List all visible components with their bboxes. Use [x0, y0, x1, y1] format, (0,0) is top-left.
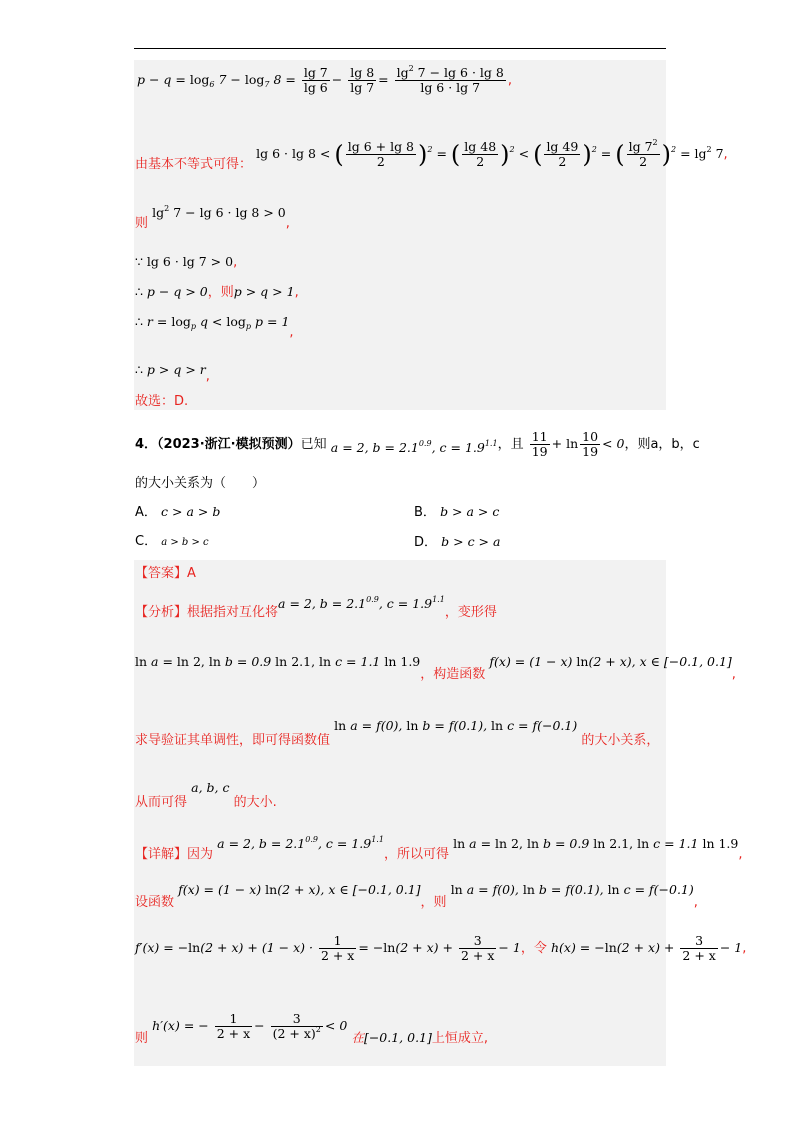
- formula-abc-def: a = 2, $b = 2.1^{0.9}$, $c = 1.9^{1.1}$: [330, 439, 498, 455]
- derivative-tail: 的大小关系，: [581, 733, 660, 748]
- detail-line-3: [135, 934, 746, 963]
- then-label-2: 则: [135, 1031, 149, 1046]
- formula-h-prime: h′(x) = − $\frac{1}{2 + x}$ − $\frac{3}{(2 + x)^2}$ < 0: [152, 1011, 348, 1041]
- option-d[interactable]: [414, 534, 500, 551]
- prev-line-2-tail: ,: [723, 147, 728, 162]
- answer-panel: [134, 560, 666, 1066]
- formula-ln-values-2: ln a = ln 2, ln b = 0.9 ln 2.1, ln c = 1.1 ln 1.9: [453, 836, 739, 851]
- prev-line-4-tail: ,: [233, 255, 238, 270]
- q4-then: ，则: [624, 437, 651, 452]
- option-b-label: B．: [414, 505, 436, 520]
- analysis-line-2: [135, 654, 736, 682]
- formula-am-gm: lg 6 · lg 8 < ( $\frac{\lg 6 + \lg 8}{2}$ )$^2$ = ( $\frac{\lg 48}{2}$ )$^2$ < ( $\frac{\lg 49}{2}$ )$^2$ = ( $\frac{\lg 7^2}{2}$ )$^2 = \lg^2 7$: [256, 138, 724, 169]
- prev-line-6: [135, 314, 294, 340]
- formula-condition: $\frac{11}{19}$ + ln $\frac{10}{19}$ < 0: [531, 429, 625, 459]
- formula-f-values-2: ln a = f(0), ln b = f(0.1), ln c = f(−0.1): [450, 882, 694, 897]
- formula-abc: a, b, c: [191, 780, 230, 795]
- formula-diff-positive: $\lg^2 7 - \lg 6 \cdot \lg 8 > 0$: [152, 204, 286, 220]
- analysis-label: 【分析】根据指对互化将: [135, 605, 279, 620]
- option-d-formula: b > c > a: [441, 534, 501, 549]
- answer-label: 【答案】A: [135, 566, 196, 581]
- set-then: ，则: [420, 895, 447, 910]
- option-a-formula: c > a > b: [161, 504, 221, 519]
- detail-line-1: [135, 835, 743, 862]
- q4-line-2: 的大小关系为（ ）: [135, 476, 266, 491]
- derivative-text: 求导验证其单调性，即可得函数值: [135, 733, 331, 748]
- prev-line-3: [135, 204, 290, 231]
- prev-line-1-tail: ,: [507, 73, 512, 88]
- q4-number: 4．: [135, 437, 158, 452]
- detail-mid: ，所以可得: [383, 847, 449, 862]
- set-function-text: 设函数: [135, 895, 175, 910]
- formula-r-log: ∴ $r = \log_p q < \log_p p = 1$: [135, 314, 290, 331]
- prev-line-3-tail: ,: [285, 216, 290, 231]
- fp-tail: ,: [742, 941, 747, 956]
- option-a[interactable]: [135, 504, 220, 521]
- q4-line-1: [135, 430, 700, 459]
- formula-p-minus-q: $p - q = \log_6 7 - \log_7 8$ = $\frac{\lg 7}{\lg 6}$ − $\frac{\lg 8}{\lg 7}$ = $\frac{\lg^2 7 - \lg 6 \cdot \lg 8}{\lg 6 \cdot \lg 7}$: [137, 64, 504, 95]
- formula-lg-product-positive: ∵ lg 6 · lg 7 > 0: [135, 254, 234, 269]
- detail-line-2: [135, 882, 698, 910]
- prev-line-2: [135, 138, 728, 172]
- detail-label: 【详解】因为: [135, 847, 214, 862]
- formula-p-q-r: ∴ p > q > r: [135, 362, 206, 377]
- formula-p-q-positive: ∴ p − q > 0: [135, 284, 208, 299]
- header-rule: [134, 48, 666, 49]
- option-d-label: D．: [414, 535, 438, 550]
- analysis-line-1: [135, 595, 497, 620]
- prev-solution-panel: [134, 60, 666, 410]
- formula-ln-values: ln a = ln 2, ln b = 0.9 ln 2.1, ln c = 1.1 ln 1.9: [135, 654, 421, 669]
- formula-interval: 在[−0.1, 0.1]: [351, 1030, 432, 1045]
- analysis-tail: ，变形得: [444, 605, 497, 620]
- formula-abc-def-3: a = 2, $b = 2.1^{0.9}$, $c = 1.9^{1.1}$: [217, 835, 384, 851]
- detail-line-4: [135, 1011, 489, 1046]
- set-tail: ,: [693, 895, 698, 910]
- prev-line-1: [137, 66, 512, 95]
- prev-line-7-tail: ,: [205, 369, 210, 384]
- q4-abc: a，b，c: [650, 437, 700, 452]
- option-c-formula: a > b > c: [161, 537, 209, 548]
- option-a-label: A．: [135, 505, 157, 520]
- option-b-formula: b > a > c: [440, 504, 500, 519]
- analysis-line-4: [135, 780, 277, 810]
- prev-line-5-sep: ，则: [207, 285, 234, 300]
- option-b[interactable]: [414, 504, 499, 521]
- option-c[interactable]: [135, 534, 209, 551]
- formula-f-def: f(x) = (1 − x) ln(2 + x), x ∈ [−0.1, 0.1]: [489, 654, 732, 669]
- prev-line-6-tail: ,: [289, 325, 294, 340]
- in-label: 在: [351, 1030, 364, 1045]
- q4-source: （2023·浙江·模拟预测）: [157, 437, 301, 452]
- inequality-label: 由基本不等式可得：: [135, 157, 253, 172]
- construct-label: ，构造函数: [420, 667, 486, 682]
- prev-line-7: [135, 362, 210, 384]
- construct-tail: ,: [731, 667, 736, 682]
- q4-and: ，且: [497, 437, 524, 452]
- formula-f-prime: f′(x) = −ln(2 + x) + (1 − x) · $\frac{1}{2 + x}$ = −ln(2 + x) + $\frac{3}{2 + x}$ − 1: [135, 933, 521, 963]
- analysis-line-3: [135, 718, 660, 748]
- q4-known: 已知: [300, 437, 327, 452]
- prev-line-5-tail: ,: [294, 285, 299, 300]
- prev-line-4: [135, 254, 237, 271]
- formula-f-values: ln a = f(0), ln b = f(0.1), ln c = f(−0.1): [334, 718, 578, 733]
- formula-abc-def-2: a = 2, $b = 2.1^{0.9}$, $c = 1.9^{1.1}$: [278, 595, 445, 611]
- formula-f-def-2: f(x) = (1 − x) ln(2 + x), x ∈ [−0.1, 0.1]: [178, 882, 421, 897]
- holds-label: 上恒成立,: [431, 1031, 489, 1046]
- from-text: 从而可得: [135, 795, 188, 810]
- then-label-1: 则: [135, 216, 149, 231]
- formula-h-def: h(x) = −ln(2 + x) + $\frac{3}{2 + x}$ − 1: [550, 933, 743, 963]
- ling-label: ，令: [520, 941, 547, 956]
- prev-choose: 故选：D.: [135, 394, 189, 409]
- prev-line-5: [135, 284, 299, 301]
- from-tail: 的大小.: [233, 795, 277, 810]
- formula-p-gt-q-gt-1: p > q > 1: [233, 284, 295, 299]
- detail-tail: ,: [738, 847, 743, 862]
- option-c-label: C．: [135, 534, 158, 549]
